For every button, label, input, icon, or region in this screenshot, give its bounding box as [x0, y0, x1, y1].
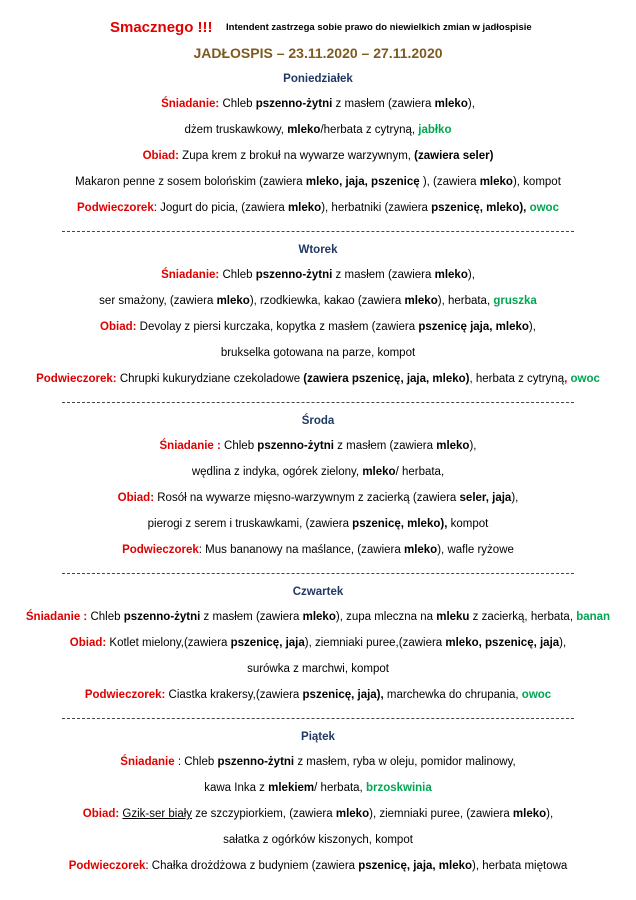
menu-text: ), (zawiera	[419, 176, 480, 188]
meal-label: Śniadanie:	[161, 98, 220, 110]
menu-text: ), ziemniaki puree,(zawiera	[304, 637, 446, 649]
menu-text: wędlina z indyka, ogórek zielony,	[191, 466, 363, 478]
menu-line	[0, 637, 636, 649]
page-header	[0, 17, 636, 41]
menu-text: ),	[546, 808, 554, 820]
menu-line	[0, 176, 636, 188]
menu-text: Chleb	[87, 611, 124, 623]
menu-text: : Chleb	[174, 756, 218, 768]
menu-text: z masłem (zawiera	[333, 440, 437, 452]
menu-text: ),	[528, 321, 536, 333]
meal-label: Podwieczorek	[122, 544, 199, 556]
allergen-text: (zawiera pszenicę, jaja, mleko)	[303, 373, 470, 385]
meal-label: Śniadanie	[120, 756, 175, 768]
allergen-text: seler, jaja	[459, 492, 512, 504]
menu-text: Chleb	[219, 269, 256, 281]
menu-line	[0, 269, 636, 281]
meal-label: Obiad:	[82, 808, 120, 820]
menu-line	[0, 295, 636, 307]
menu-text: z zacierką, herbata,	[469, 611, 577, 623]
allergen-text: mleko	[436, 440, 470, 452]
menu-line	[0, 834, 636, 846]
fruit-item: jabłko	[418, 124, 452, 136]
menu-text: pierogi z serem i truskawkami, (zawiera	[147, 518, 353, 530]
menu-title: JADŁOSPIS – 23.11.2020 – 27.11.2020	[193, 45, 443, 61]
menu-text: z masłem, ryba w oleju, pomidor malinowy,	[294, 756, 516, 768]
day-separator	[62, 573, 574, 574]
fruit-item: banan	[576, 611, 611, 623]
menu-line	[0, 347, 636, 359]
allergen-text: mleko	[302, 611, 336, 623]
menu-text: z masłem (zawiera	[332, 98, 435, 110]
day-heading: Piątek	[301, 731, 335, 743]
menu-text: z masłem (zawiera	[200, 611, 303, 623]
menu-line	[0, 782, 636, 794]
menu-line	[0, 98, 636, 110]
menu-text: ),	[467, 269, 475, 281]
change-notice: Intendent zastrzega sobie prawo do niewielkich zmian w jadłospisie	[226, 22, 532, 33]
menu-text: ), herbatniki (zawiera	[321, 202, 432, 214]
meal-label: Śniadanie :	[25, 611, 88, 623]
menu-text: Chleb	[219, 98, 256, 110]
day-separator	[62, 718, 574, 719]
meal-label: Obiad:	[117, 492, 155, 504]
menu-text: ), rzodkiewka, kakao (zawiera	[249, 295, 405, 307]
menu-text: : Chałka drożdżowa z budyniem (zawiera	[145, 860, 359, 872]
menu-text: ), zupa mleczna na	[335, 611, 437, 623]
allergen-text: pszenicę, jaja),	[302, 689, 384, 701]
menu-text: / herbata,	[314, 782, 366, 794]
menu-text: ),	[559, 637, 567, 649]
allergen-text: pszenno-żytni	[217, 756, 295, 768]
menu-line	[0, 689, 636, 701]
fruit-item: gruszka	[493, 295, 537, 307]
allergen-text: pszenicę, jaja, mleko	[358, 860, 473, 872]
allergen-text: mleko	[434, 269, 468, 281]
allergen-text: mleko, pszenicę, jaja	[445, 637, 560, 649]
allergen-text: pszenicę jaja, mleko	[418, 321, 529, 333]
meal-label: Podwieczorek	[68, 860, 146, 872]
greeting: Smacznego !!!	[110, 19, 213, 36]
allergen-text: pszenicę, mleko),	[352, 518, 448, 530]
allergen-text: mleko	[362, 466, 396, 478]
fruit-item: owoc	[570, 373, 600, 385]
menu-text: Zupa krem z brokuł na wywarze warzywnym,	[178, 150, 415, 162]
menu-text: Kotlet mielony,(zawiera	[106, 637, 231, 649]
allergen-text: pszenicę, jaja	[230, 637, 305, 649]
allergen-text: pszenno-żytni	[123, 611, 201, 623]
menu-text: : Jogurt do picia, (zawiera	[153, 202, 288, 214]
allergen-text: (zawiera seler)	[414, 150, 494, 162]
menu-line	[0, 808, 636, 820]
menu-text: ), ziemniaki puree, (zawiera	[369, 808, 513, 820]
menu-text: brukselka gotowana na parze, kompot	[220, 347, 416, 359]
menu-text: ), wafle ryżowe	[437, 544, 514, 556]
meal-label: Śniadanie:	[161, 269, 220, 281]
allergen-text: pszenno-żytni	[255, 269, 333, 281]
allergen-text: mleku	[436, 611, 470, 623]
menu-text: ),	[467, 98, 475, 110]
allergen-text: mleko	[287, 124, 321, 136]
allergen-text: mleko	[287, 202, 322, 214]
menu-text: , herbata z cytryną	[469, 373, 565, 385]
meal-label: Podwieczorek	[77, 202, 154, 214]
menu-line	[0, 492, 636, 504]
menu-text: kompot	[447, 518, 489, 530]
allergen-text: pszenno-żytni	[257, 440, 334, 452]
menu-text: z masłem (zawiera	[332, 269, 435, 281]
menu-text: marchewka do chrupania,	[383, 689, 522, 701]
menu-text: ), herbata,	[437, 295, 494, 307]
allergen-text: mleko	[216, 295, 250, 307]
menu-text: ), herbata miętowa	[472, 860, 568, 872]
menu-text: Chleb	[220, 440, 258, 452]
menu-text: ),	[511, 492, 519, 504]
menu-text: ser smażony, (zawiera	[99, 295, 217, 307]
menu-text: / herbata,	[395, 466, 445, 478]
menu-text: Rosół na wywarze mięsno-warzywnym z zacierką (zawiera	[154, 492, 460, 504]
menu-line	[0, 544, 636, 556]
menu-text: Ciastka krakersy,(zawiera	[165, 689, 303, 701]
allergen-text: pszenno-żytni	[255, 98, 333, 110]
meal-label: Obiad:	[100, 321, 137, 333]
menu-line	[0, 611, 636, 623]
fruit-item: owoc	[521, 689, 552, 701]
allergen-text: mleko	[479, 176, 513, 188]
day-heading: Środa	[301, 415, 335, 427]
day-separator	[62, 402, 574, 403]
meal-label: Śniadanie :	[159, 440, 221, 452]
menu-line	[0, 202, 636, 214]
menu-text: Devolay z piersi kurczaka, kopytka z masłem (zawiera	[136, 321, 419, 333]
allergen-text: pszenicę, mleko),	[431, 202, 527, 214]
day-heading: Czwartek	[292, 586, 344, 598]
menu-line	[0, 756, 636, 768]
menu-text: Chrupki kukurydziane czekoladowe	[116, 373, 304, 385]
allergen-text: mleko	[512, 808, 547, 820]
menu-text: kawa Inka z	[204, 782, 269, 794]
meal-label: Obiad:	[142, 150, 179, 162]
menu-line	[0, 124, 636, 136]
menu-line	[0, 518, 636, 530]
meal-label: Podwieczorek:	[84, 689, 166, 701]
menu-text: /herbata z cytryną,	[320, 124, 419, 136]
allergen-text: mleko	[434, 98, 468, 110]
meal-label: Podwieczorek:	[36, 373, 117, 385]
allergen-text: mleko, jaja, pszenicę	[305, 176, 420, 188]
fruit-item: brzoskwinia	[365, 782, 432, 794]
menu-text: sałatka z ogórków kiszonych, kompot	[223, 834, 413, 846]
menu-line	[0, 663, 636, 675]
menu-text: : Mus bananowy na maślance, (zawiera	[198, 544, 404, 556]
menu-text: Makaron penne z sosem bolońskim (zawiera	[75, 176, 306, 188]
day-heading: Wtorek	[298, 244, 338, 256]
menu-text: surówka z marchwi, kompot	[247, 663, 389, 675]
allergen-text: mlekiem	[268, 782, 315, 794]
menu-line	[0, 321, 636, 333]
allergen-text: mleko	[404, 295, 438, 307]
fruit-item: owoc	[529, 202, 559, 214]
menu-line	[0, 150, 636, 162]
menu-line	[0, 440, 636, 452]
menu-text: ), kompot	[512, 176, 561, 188]
menu-line	[0, 466, 636, 478]
allergen-text: mleko	[335, 808, 370, 820]
menu-line	[0, 373, 636, 385]
menu-text: ),	[469, 440, 477, 452]
menu-line	[0, 860, 636, 872]
meal-label: Obiad:	[69, 637, 107, 649]
day-separator	[62, 231, 574, 232]
menu-text: Gzik-ser biały	[122, 808, 193, 820]
day-heading: Poniedziałek	[283, 73, 353, 85]
menu-text: dżem truskawkowy,	[184, 124, 288, 136]
menu-text: ze szczypiorkiem, (zawiera	[192, 808, 336, 820]
meal-label: ,	[564, 373, 568, 385]
allergen-text: mleko	[403, 544, 438, 556]
